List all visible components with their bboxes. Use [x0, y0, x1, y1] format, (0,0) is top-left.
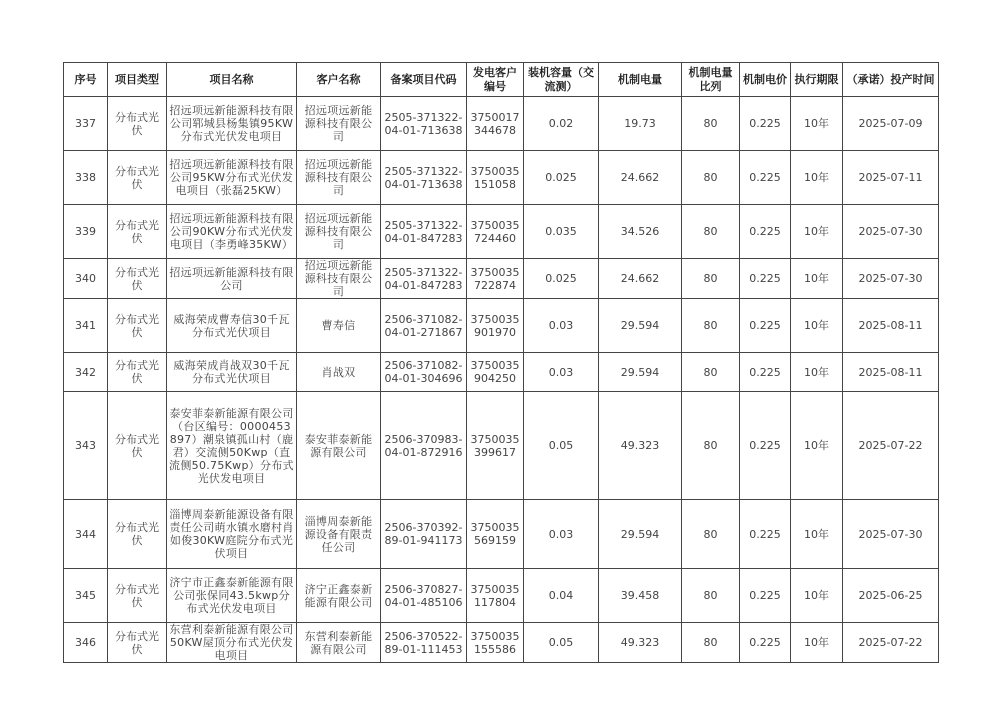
filing-code-cell: 2505-371322-04-01-713638	[381, 151, 467, 205]
customer-account-cell: 3750035722874	[467, 259, 524, 299]
mechanism-energy-cell: 29.594	[599, 500, 682, 569]
mechanism-price-cell: 0.225	[740, 299, 791, 353]
capacity-cell: 0.03	[524, 299, 599, 353]
mechanism-price-cell: 0.225	[740, 97, 791, 151]
project-type-cell: 分布式光伏	[108, 353, 167, 392]
table-row	[64, 353, 939, 392]
mechanism-price-cell: 0.225	[740, 392, 791, 500]
customer-name-cell: 泰安菲泰新能源有限公司	[297, 392, 381, 500]
header-cell: 客户名称	[297, 63, 381, 97]
customer-account-cell: 3750035117804	[467, 569, 524, 623]
row-number-cell: 338	[64, 151, 108, 205]
commission-date-cell: 2025-07-30	[843, 259, 939, 299]
customer-account-cell: 3750035569159	[467, 500, 524, 569]
table-row	[64, 299, 939, 353]
commission-date-cell: 2025-07-22	[843, 392, 939, 500]
project-type-cell: 分布式光伏	[108, 299, 167, 353]
customer-name-cell: 曹寿信	[297, 299, 381, 353]
row-number-cell: 343	[64, 392, 108, 500]
project-name-cell: 淄博周泰新能源设备有限责任公司萌水镇水磨村肖如俊30KW庭院分布式光伏项目	[167, 500, 297, 569]
term-cell: 10年	[791, 353, 843, 392]
header-cell: 发电客户编号	[467, 63, 524, 97]
filing-code-cell: 2505-371322-04-01-713638	[381, 97, 467, 151]
mechanism-energy-cell: 29.594	[599, 353, 682, 392]
energy-ratio-cell: 80	[682, 299, 740, 353]
project-type-cell: 分布式光伏	[108, 259, 167, 299]
project-name-cell: 东营利泰新能源有限公司50KW屋顶分布式光伏发电项目	[167, 623, 297, 663]
customer-name-cell: 淄博周泰新能源设备有限责任公司	[297, 500, 381, 569]
energy-ratio-cell: 80	[682, 392, 740, 500]
row-number-cell: 339	[64, 205, 108, 259]
term-cell: 10年	[791, 259, 843, 299]
mechanism-price-cell: 0.225	[740, 569, 791, 623]
commission-date-cell: 2025-07-09	[843, 97, 939, 151]
commission-date-cell: 2025-08-11	[843, 299, 939, 353]
customer-name-cell: 济宁正鑫泰新能源有限公司	[297, 569, 381, 623]
filing-code-cell: 2506-370827-04-01-485106	[381, 569, 467, 623]
project-name-cell: 威海荣成肖战双30千瓦分布式光伏项目	[167, 353, 297, 392]
capacity-cell: 0.04	[524, 569, 599, 623]
capacity-cell: 0.05	[524, 623, 599, 663]
mechanism-price-cell: 0.225	[740, 205, 791, 259]
capacity-cell: 0.05	[524, 392, 599, 500]
project-name-cell: 招远项远新能源科技有限公司	[167, 259, 297, 299]
mechanism-energy-cell: 24.662	[599, 151, 682, 205]
mechanism-energy-cell: 29.594	[599, 299, 682, 353]
project-name-cell: 泰安菲泰新能源有限公司（台区编号：0000453897）潮泉镇孤山村（鹿君）交流侧50Kwp（直流侧50.75Kwp）分布式光伏发电项目	[167, 392, 297, 500]
header-cell: 装机容量（交流测）	[524, 63, 599, 97]
term-cell: 10年	[791, 151, 843, 205]
mechanism-price-cell: 0.225	[740, 353, 791, 392]
project-type-cell: 分布式光伏	[108, 205, 167, 259]
capacity-cell: 0.025	[524, 151, 599, 205]
mechanism-price-cell: 0.225	[740, 500, 791, 569]
mechanism-energy-cell: 19.73	[599, 97, 682, 151]
term-cell: 10年	[791, 97, 843, 151]
project-type-cell: 分布式光伏	[108, 97, 167, 151]
header-cell: 备案项目代码	[381, 63, 467, 97]
capacity-cell: 0.03	[524, 500, 599, 569]
commission-date-cell: 2025-07-30	[843, 205, 939, 259]
customer-account-cell: 3750017344678	[467, 97, 524, 151]
row-number-cell: 341	[64, 299, 108, 353]
project-type-cell: 分布式光伏	[108, 500, 167, 569]
table-row	[64, 151, 939, 205]
energy-ratio-cell: 80	[682, 569, 740, 623]
energy-ratio-cell: 80	[682, 259, 740, 299]
filing-code-cell: 2506-370392-89-01-941173	[381, 500, 467, 569]
energy-ratio-cell: 80	[682, 97, 740, 151]
project-table	[63, 62, 939, 663]
header-cell: 机制电量比列	[682, 63, 740, 97]
term-cell: 10年	[791, 299, 843, 353]
project-name-cell: 招远项远新能源科技有限公司95KW分布式光伏发电项目（张磊25KW）	[167, 151, 297, 205]
filing-code-cell: 2506-371082-04-01-271867	[381, 299, 467, 353]
commission-date-cell: 2025-07-30	[843, 500, 939, 569]
mechanism-price-cell: 0.225	[740, 623, 791, 663]
customer-account-cell: 3750035904250	[467, 353, 524, 392]
filing-code-cell: 2506-370522-89-01-111453	[381, 623, 467, 663]
mechanism-energy-cell: 34.526	[599, 205, 682, 259]
mechanism-price-cell: 0.225	[740, 151, 791, 205]
table-row	[64, 623, 939, 663]
filing-code-cell: 2505-371322-04-01-847283	[381, 259, 467, 299]
energy-ratio-cell: 80	[682, 353, 740, 392]
header-cell: 序号	[64, 63, 108, 97]
project-type-cell: 分布式光伏	[108, 623, 167, 663]
row-number-cell: 340	[64, 259, 108, 299]
project-type-cell: 分布式光伏	[108, 151, 167, 205]
header-cell: 执行期限	[791, 63, 843, 97]
term-cell: 10年	[791, 569, 843, 623]
header-cell: 机制电价	[740, 63, 791, 97]
table-row	[64, 569, 939, 623]
customer-account-cell: 3750035724460	[467, 205, 524, 259]
capacity-cell: 0.025	[524, 259, 599, 299]
project-name-cell: 济宁市正鑫泰新能源有限公司张保同43.5kwp分布式光伏发电项目	[167, 569, 297, 623]
table-row	[64, 97, 939, 151]
customer-name-cell: 招远项远新能源科技有限公司	[297, 205, 381, 259]
row-number-cell: 337	[64, 97, 108, 151]
energy-ratio-cell: 80	[682, 500, 740, 569]
customer-name-cell: 肖战双	[297, 353, 381, 392]
header-row	[64, 63, 939, 97]
table-row	[64, 205, 939, 259]
customer-account-cell: 3750035901970	[467, 299, 524, 353]
row-number-cell: 344	[64, 500, 108, 569]
table-row	[64, 259, 939, 299]
mechanism-energy-cell: 49.323	[599, 392, 682, 500]
header-cell: （承诺）投产时间	[843, 63, 939, 97]
project-name-cell: 招远项远新能源科技有限公司郓城县杨集镇95KW分布式光伏发电项目	[167, 97, 297, 151]
mechanism-price-cell: 0.225	[740, 259, 791, 299]
capacity-cell: 0.035	[524, 205, 599, 259]
project-name-cell: 威海荣成曹寿信30千瓦分布式光伏项目	[167, 299, 297, 353]
customer-account-cell: 3750035155586	[467, 623, 524, 663]
filing-code-cell: 2506-370983-04-01-872916	[381, 392, 467, 500]
filing-code-cell: 2505-371322-04-01-847283	[381, 205, 467, 259]
table-row	[64, 500, 939, 569]
commission-date-cell: 2025-08-11	[843, 353, 939, 392]
term-cell: 10年	[791, 392, 843, 500]
customer-name-cell: 招远项远新能源科技有限公司	[297, 97, 381, 151]
customer-name-cell: 东营利泰新能源有限公司	[297, 623, 381, 663]
row-number-cell: 346	[64, 623, 108, 663]
energy-ratio-cell: 80	[682, 623, 740, 663]
row-number-cell: 345	[64, 569, 108, 623]
row-number-cell: 342	[64, 353, 108, 392]
customer-account-cell: 3750035151058	[467, 151, 524, 205]
term-cell: 10年	[791, 623, 843, 663]
header-cell: 项目类型	[108, 63, 167, 97]
filing-code-cell: 2506-371082-04-01-304696	[381, 353, 467, 392]
capacity-cell: 0.02	[524, 97, 599, 151]
commission-date-cell: 2025-07-22	[843, 623, 939, 663]
term-cell: 10年	[791, 500, 843, 569]
mechanism-energy-cell: 39.458	[599, 569, 682, 623]
energy-ratio-cell: 80	[682, 151, 740, 205]
header-cell: 机制电量	[599, 63, 682, 97]
energy-ratio-cell: 80	[682, 205, 740, 259]
term-cell: 10年	[791, 205, 843, 259]
project-type-cell: 分布式光伏	[108, 392, 167, 500]
mechanism-energy-cell: 24.662	[599, 259, 682, 299]
header-cell: 项目名称	[167, 63, 297, 97]
customer-name-cell: 招远项远新能源科技有限公司	[297, 151, 381, 205]
mechanism-energy-cell: 49.323	[599, 623, 682, 663]
capacity-cell: 0.03	[524, 353, 599, 392]
customer-account-cell: 3750035399617	[467, 392, 524, 500]
table-row	[64, 392, 939, 500]
commission-date-cell: 2025-06-25	[843, 569, 939, 623]
project-name-cell: 招远项远新能源科技有限公司90KW分布式光伏发电项目（李勇峰35KW）	[167, 205, 297, 259]
customer-name-cell: 招远项远新能源科技有限公司	[297, 259, 381, 299]
commission-date-cell: 2025-07-11	[843, 151, 939, 205]
project-type-cell: 分布式光伏	[108, 569, 167, 623]
